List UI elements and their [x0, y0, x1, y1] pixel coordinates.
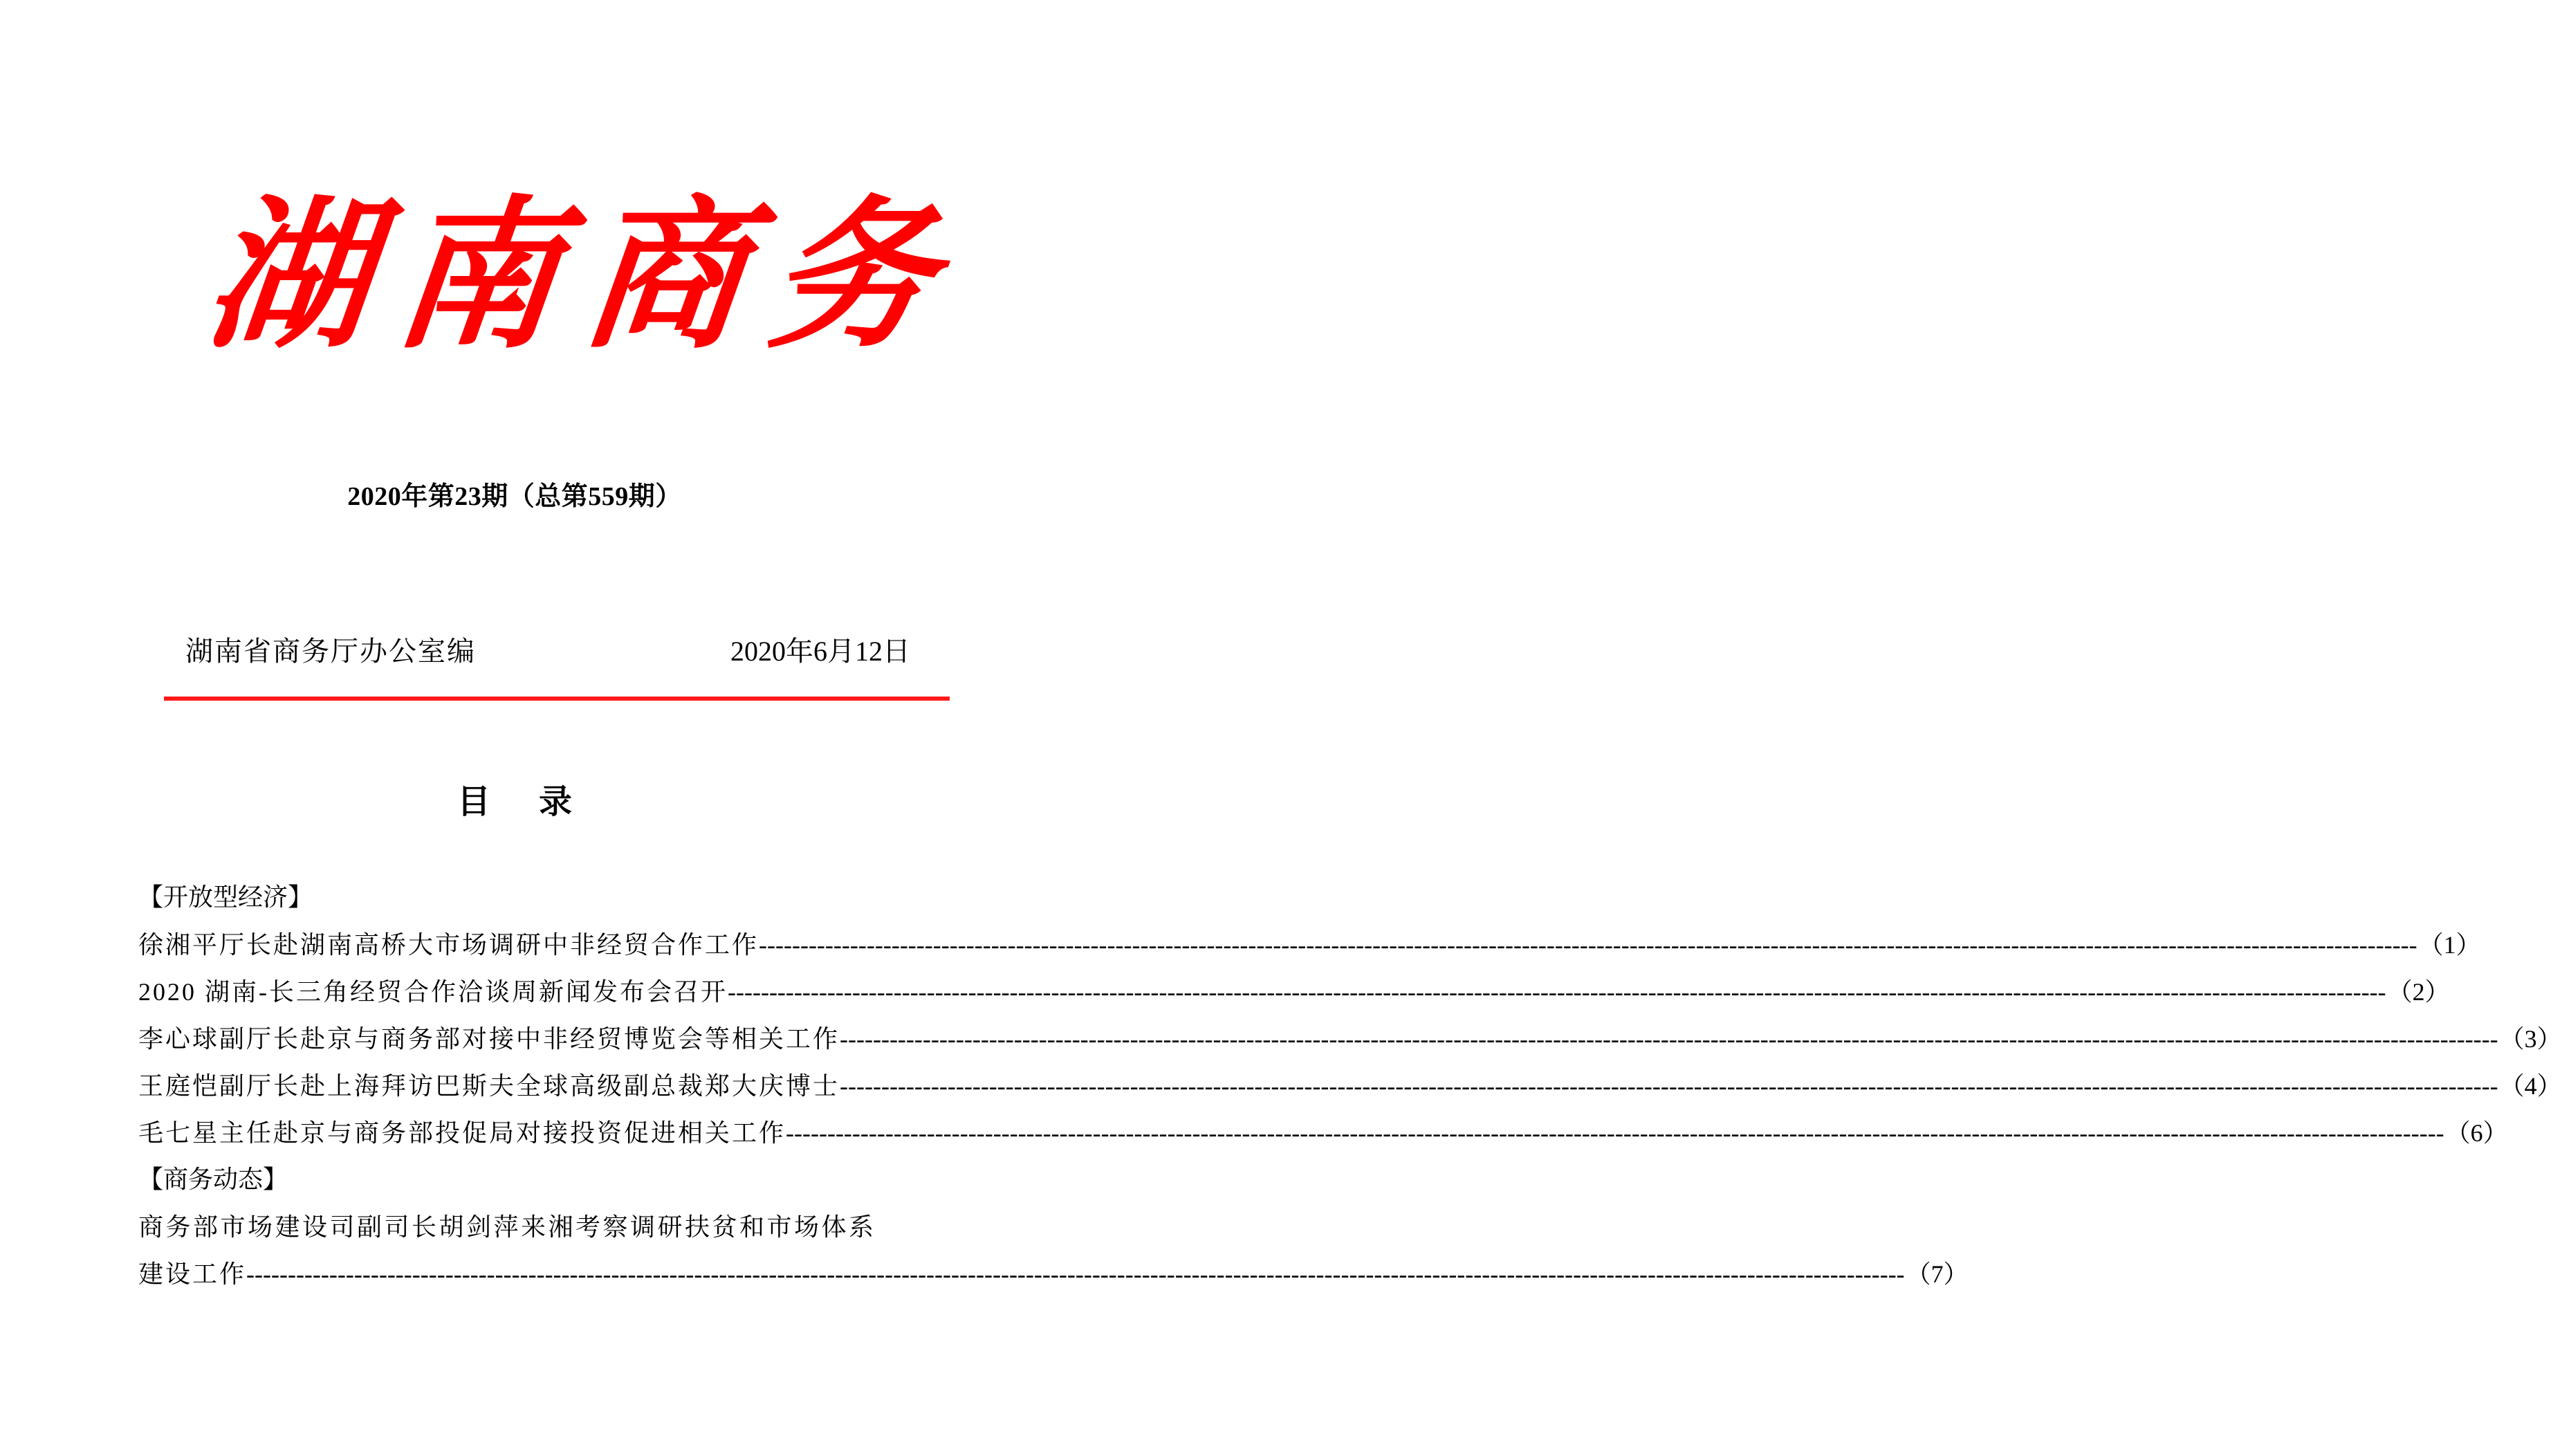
masthead-char-1: 湖 — [197, 179, 380, 371]
table-of-contents — [138, 874, 2562, 1298]
toc-leader: -------------------------------------------------------------------------------------------------------------------------------------------------------------------------------------------------------- — [728, 978, 2386, 1006]
toc-entry[interactable] — [138, 968, 2450, 1015]
toc-entry-title: 徐湘平厅长赴湖南高桥大市场调研中非经贸合作工作 — [138, 931, 759, 959]
toc-entry-page: （1） — [2418, 931, 2481, 959]
toc-section-heading: 【开放型经济】 — [138, 883, 313, 912]
toc-entry-page: （3） — [2499, 1025, 2562, 1053]
toc-entry[interactable] — [138, 1015, 2562, 1062]
publish-date: 2020年6月12日 — [730, 636, 910, 667]
toc-entry-title: 建设工作 — [138, 1260, 247, 1288]
toc-entry-title: 李心球副厅长赴京与商务部对接中非经贸博览会等相关工作 — [138, 1025, 840, 1053]
toc-entry[interactable] — [138, 1251, 1969, 1298]
masthead-char-2: 南 — [385, 179, 569, 371]
toc-entry[interactable] — [138, 1062, 2562, 1109]
masthead-char-4: 务 — [761, 179, 944, 371]
toc-entry[interactable] — [138, 921, 2481, 968]
toc-entry-title-line1[interactable]: 商务部市场建设司副司长胡剑萍来湘考察调研扶贫和市场体系 — [138, 1213, 876, 1241]
toc-entry-page: （7） — [1906, 1260, 1969, 1288]
toc-entry[interactable] — [138, 1109, 2508, 1156]
toc-section-heading: 【商务动态】 — [138, 1165, 288, 1194]
editor-line: 湖南省商务厅办公室编 — [185, 636, 476, 667]
toc-entry-title: 王庭恺副厅长赴上海拜访巴斯夫全球高级副总裁郑大庆博士 — [138, 1072, 840, 1100]
issue-number: 2020年第23期（总第559期） — [347, 482, 682, 511]
toc-title-part2: 录 — [539, 782, 573, 821]
toc-entry-title: 毛七星主任赴京与商务部投促局对接投资促进相关工作 — [138, 1119, 786, 1147]
toc-leader: -------------------------------------------------------------------------------------------------------------------------------------------------------------------------------------------------------- — [840, 1025, 2498, 1053]
masthead-char-3: 商 — [573, 179, 756, 371]
toc-title — [0, 775, 1029, 822]
toc-title-part1: 目 — [457, 782, 490, 821]
masthead-title — [197, 179, 944, 371]
toc-entry-page: （2） — [2387, 978, 2450, 1006]
toc-leader: -------------------------------------------------------------------------------------------------------------------------------------------------------------------------------------------------------- — [246, 1260, 1905, 1288]
toc-entry-page: （6） — [2445, 1119, 2508, 1147]
toc-leader: -------------------------------------------------------------------------------------------------------------------------------------------------------------------------------------------------------- — [840, 1072, 2498, 1100]
toc-leader: -------------------------------------------------------------------------------------------------------------------------------------------------------------------------------------------------------- — [759, 931, 2417, 959]
red-divider — [164, 697, 950, 701]
toc-entry-page: （4） — [2499, 1072, 2562, 1100]
toc-entry-title: 2020 湖南-长三角经贸合作洽谈周新闻发布会召开 — [138, 978, 728, 1006]
toc-leader: -------------------------------------------------------------------------------------------------------------------------------------------------------------------------------------------------------- — [786, 1119, 2444, 1147]
